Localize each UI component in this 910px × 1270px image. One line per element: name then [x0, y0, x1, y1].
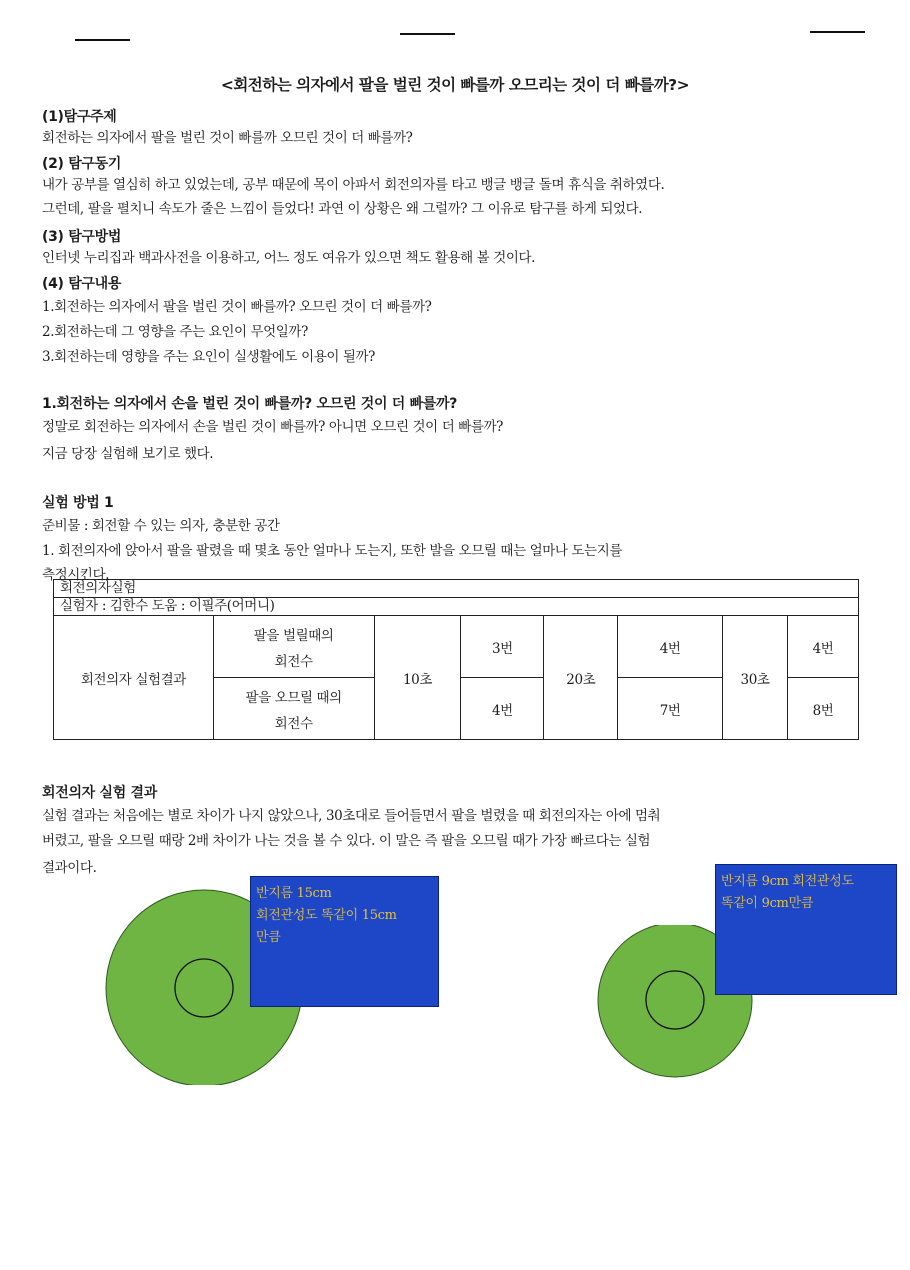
right-label-box: [715, 864, 897, 995]
section-2-line-1: 내가 공부를 열심히 하고 있었는데, 공부 때문에 목이 아파서 회전의자를 타고 뱅글 뱅글 돌며 휴식을 취하였다.: [42, 177, 665, 193]
top-mark-center: [400, 33, 455, 35]
result-line-1: 실험 결과는 처음에는 별로 차이가 나지 않았으나, 30초대로 들어들면서 팔을 벌렸을 때 회전의자는 아에 멈춰: [42, 808, 661, 824]
right-label-line-2: 똑같이 9cm만큼: [721, 896, 814, 911]
section-2-line-2: 그런데, 팔을 펼치니 속도가 줄은 느낌이 들었다! 과연 이 상황은 왜 그럴까? 그 이유로 탐구를 하게 되었다.: [42, 201, 643, 217]
label-close-arms-line-1: 팔을 오므릴 때의: [245, 689, 342, 706]
right-label-line-1: 반지름 9cm 회전관성도: [721, 874, 854, 889]
part-1-heading: 1.회전하는 의자에서 손을 벌린 것이 빠를까? 오므린 것이 더 빠를까?: [42, 396, 458, 412]
section-4-item-2: 2.회전하는데 그 영향을 주는 요인이 무엇일까?: [42, 324, 308, 340]
experiment-table: [53, 579, 859, 740]
open-20s-count: 4번: [618, 616, 723, 678]
section-3-text: 인터넷 누리집과 백과사전을 이용하고, 어느 정도 여유가 있으면 책도 활용해 볼 것이다.: [42, 250, 536, 266]
table-title: 회전의자실험: [54, 580, 859, 598]
left-label-box: [250, 876, 439, 1007]
time-30s: 30초: [723, 616, 788, 740]
document-title: <회전하는 의자에서 팔을 벌린 것이 빠를까 오므리는 것이 더 빠를까?>: [220, 76, 690, 94]
close-10s-count: 4번: [461, 678, 544, 740]
section-4-heading: (4) 탐구내용: [42, 276, 122, 292]
method-step-1: 1. 회전의자에 앉아서 팔을 팔렸을 때 몇초 동안 얼마나 도는지, 또한 발을 오므릴 때는 얼마나 도는지를: [42, 543, 622, 559]
section-3-heading: (3) 탐구방법: [42, 229, 122, 245]
open-30s-count: 4번: [788, 616, 859, 678]
left-label-line-1: 반지름 15cm: [256, 886, 332, 901]
left-label-line-2: 회전관성도 똑같이 15cm: [256, 908, 397, 923]
time-10s: 10초: [374, 616, 461, 740]
top-mark-right: [810, 31, 865, 33]
section-1-heading: (1)탐구주제: [42, 109, 117, 125]
label-open-arms: [213, 616, 374, 678]
time-20s: 20초: [544, 616, 618, 740]
method-heading: 실험 방법 1: [42, 495, 114, 511]
table-row-label: 회전의자 실험결과: [54, 616, 214, 740]
close-30s-count: 8번: [788, 678, 859, 740]
part-1-line-2: 지금 당장 실험해 보기로 했다.: [42, 446, 214, 462]
result-line-2: 버렸고, 팔을 오므릴 때랑 2배 차이가 나는 것을 볼 수 있다. 이 말은 즉 팔을 오므릴 때가 가장 빠르다는 실험: [42, 833, 651, 849]
result-heading: 회전의자 실험 결과: [42, 785, 157, 801]
label-open-arms-line-2: 회전수: [274, 653, 313, 670]
result-line-3: 결과이다.: [42, 860, 97, 876]
label-open-arms-line-1: 팔을 벌릴때의: [253, 627, 334, 644]
top-mark-left: [75, 39, 130, 41]
section-2-heading: (2) 탐구동기: [42, 156, 122, 172]
method-step-1-cont: 측정시킨다.: [42, 567, 110, 583]
part-1-line-1: 정말로 회전하는 의자에서 손을 벌린 것이 빠를까? 아니면 오므린 것이 더 빠를까?: [42, 419, 503, 435]
open-10s-count: 3번: [461, 616, 544, 678]
section-1-text: 회전하는 의자에서 팔을 벌린 것이 빠를까 오므린 것이 더 빠를까?: [42, 130, 413, 146]
close-20s-count: 7번: [618, 678, 723, 740]
label-close-arms-line-2: 회전수: [274, 715, 313, 732]
table-experimenter: 실험자 : 김한수 도움 : 이필주(어머니): [54, 598, 859, 616]
section-4-item-3: 3.회전하는데 영향을 주는 요인이 실생활에도 이용이 될까?: [42, 349, 376, 365]
section-4-item-1: 1.회전하는 의자에서 팔을 벌린 것이 빠를까? 오므린 것이 더 빠를까?: [42, 299, 432, 315]
method-materials: 준비물 : 회전할 수 있는 의자, 충분한 공간: [42, 518, 280, 534]
label-close-arms: [213, 678, 374, 740]
left-label-line-3: 만큼: [256, 930, 281, 945]
